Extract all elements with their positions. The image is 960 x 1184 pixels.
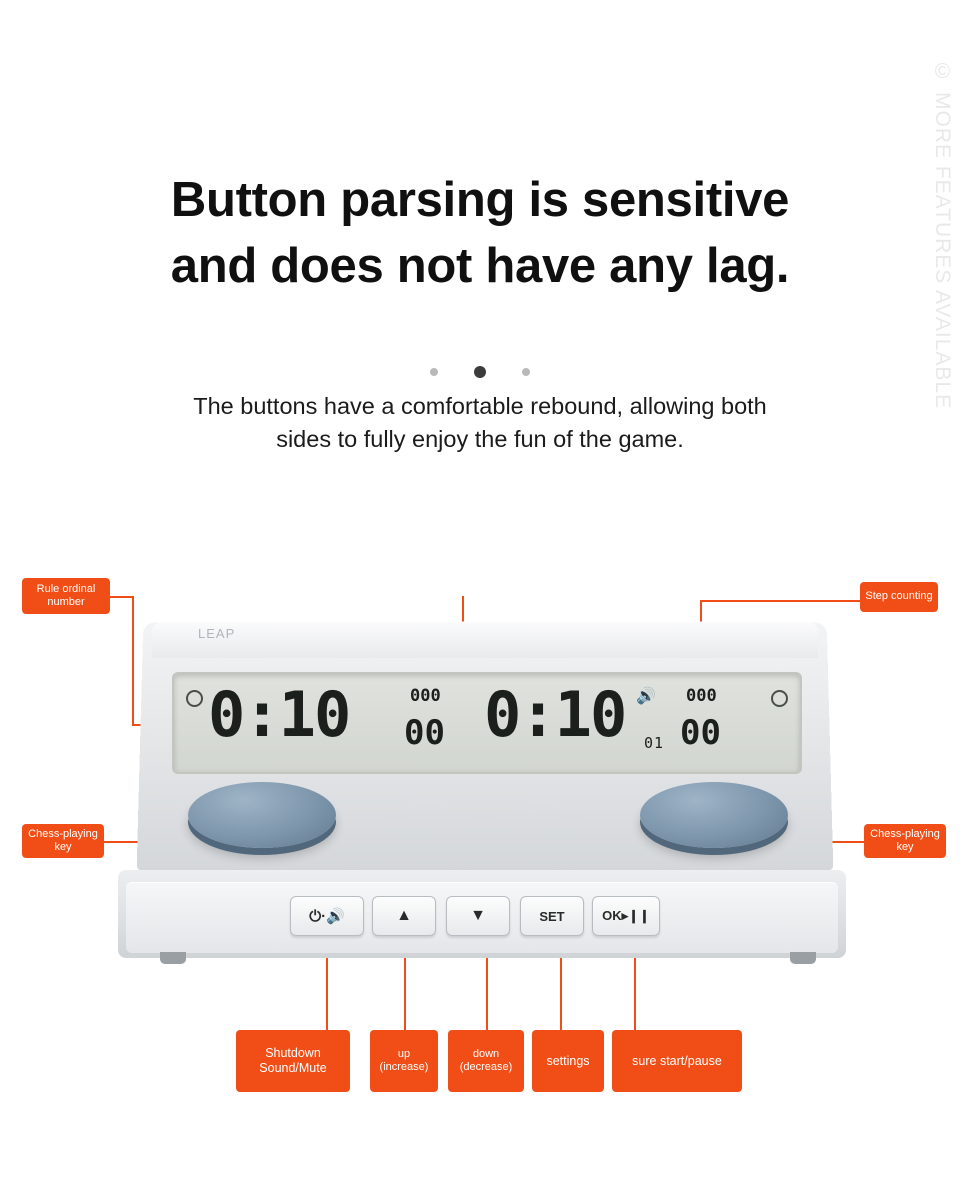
lcd-left-main-time: 0:10 xyxy=(208,678,350,751)
callout-up-line-2: (increase) xyxy=(379,1061,429,1073)
lcd-round-number: 01 xyxy=(644,734,665,752)
carousel-dot-3[interactable] xyxy=(522,368,530,376)
callout-down-decrease xyxy=(448,1030,524,1092)
subtitle-line-1: The buttons have a comfortable rebound, allowing both xyxy=(193,393,767,419)
device-diagram xyxy=(0,560,960,1120)
up-button[interactable]: ▲ xyxy=(372,896,436,936)
set-button[interactable]: SET xyxy=(520,896,584,936)
chess-playing-key-left[interactable] xyxy=(188,782,336,848)
lcd-right-main-time: 0:10 xyxy=(484,678,626,751)
leader-step-counting-h xyxy=(700,600,860,602)
headline-line-1: Button parsing is sensitive xyxy=(170,173,790,227)
clock-foot-left xyxy=(160,952,186,964)
keypad xyxy=(290,890,678,942)
callout-rule-ordinal-line-2: number xyxy=(47,596,85,608)
copyright-icon: © xyxy=(931,60,954,84)
flag-indicator-left-icon xyxy=(186,690,203,707)
callout-sure-start-pause: sure start/pause xyxy=(612,1030,742,1092)
brand-logo: LEAP xyxy=(198,626,236,641)
carousel-dot-1[interactable] xyxy=(430,368,438,376)
lcd-right-move-count: 000 xyxy=(686,686,717,706)
callout-step-counting: Step counting xyxy=(860,582,938,612)
headline-line-2: and does not have any lag. xyxy=(170,238,790,293)
lcd-player-left xyxy=(208,680,498,766)
callout-shutdown-sound-mute xyxy=(236,1030,350,1092)
callout-rule-ordinal-number xyxy=(22,578,110,614)
lcd-left-seconds: 00 xyxy=(404,713,445,753)
callout-shutdown-line-1: Shutdown xyxy=(265,1046,321,1060)
callout-chess-playing-key-right xyxy=(864,824,946,858)
callout-settings: settings xyxy=(532,1030,604,1092)
callout-chess-left-line-2: key xyxy=(54,841,72,853)
callout-down-line-2: (decrease) xyxy=(459,1061,513,1073)
page-title xyxy=(0,168,960,299)
lcd-left-move-count: 000 xyxy=(410,686,441,706)
clock-foot-right xyxy=(790,952,816,964)
subtitle xyxy=(0,390,960,457)
lcd-player-right xyxy=(484,680,774,766)
down-button[interactable]: ▼ xyxy=(446,896,510,936)
carousel-dot-2[interactable] xyxy=(474,366,486,378)
watermark-text: MORE FEATURES AVAILABLE xyxy=(931,92,954,410)
callout-chess-right-line-2: key xyxy=(896,841,914,853)
callout-up-line-1: up xyxy=(397,1047,411,1060)
lcd-display xyxy=(172,672,802,774)
callout-up-increase xyxy=(370,1030,438,1092)
carousel-dots[interactable] xyxy=(0,363,960,379)
subtitle-line-2: sides to fully enjoy the fun of the game. xyxy=(276,426,684,453)
callout-down-line-1: down xyxy=(472,1047,500,1060)
ok-start-pause-button[interactable]: OK▸❙❙ xyxy=(592,896,660,936)
leader-rule-ordinal-h xyxy=(110,596,132,598)
leader-rule-ordinal-v xyxy=(132,596,134,726)
chess-playing-key-right[interactable] xyxy=(640,782,788,848)
callout-chess-playing-key-left xyxy=(22,824,104,858)
callout-chess-left-line-1: Chess-playing xyxy=(28,827,98,840)
speaker-icon: 🔊 xyxy=(636,688,656,705)
lcd-right-seconds: 00 xyxy=(680,713,721,753)
callout-rule-ordinal-line-1: Rule ordinal xyxy=(36,582,96,595)
callout-shutdown-line-2: Sound/Mute xyxy=(259,1061,327,1075)
power-sound-button[interactable]: ⏻·🔊 xyxy=(290,896,364,936)
callout-chess-right-line-1: Chess-playing xyxy=(870,827,940,840)
